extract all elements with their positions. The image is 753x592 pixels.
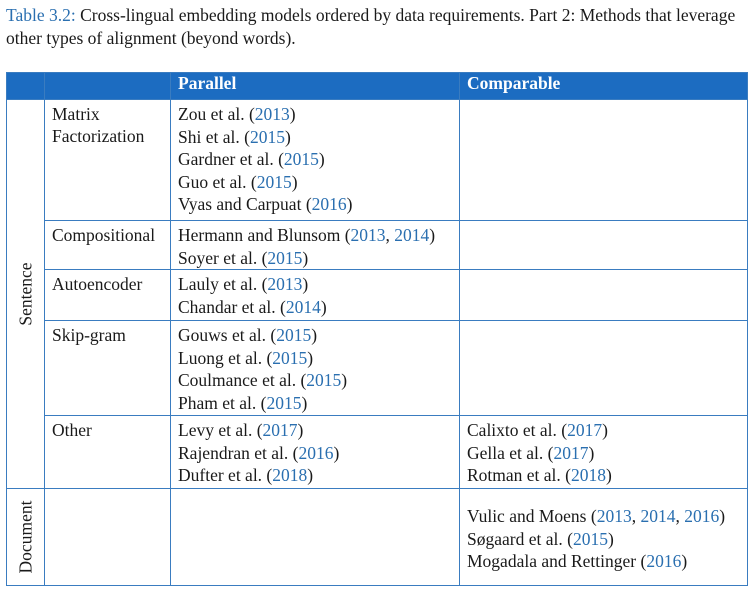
citation: Mogadala and Rettinger (2016) (467, 551, 688, 571)
comparable-refs (460, 270, 748, 321)
citation-year-link[interactable]: 2013 (350, 225, 386, 245)
citation: Vyas and Carpuat (2016) (178, 194, 353, 214)
citation-year-link[interactable]: 2015 (306, 370, 342, 390)
header-empty-1 (7, 73, 45, 100)
citation-year-link[interactable]: 2016 (646, 551, 682, 571)
citation: Soyer et al. (2015) (178, 247, 309, 268)
citation-year-link[interactable]: 2015 (272, 347, 308, 368)
embedding-models-table (6, 72, 748, 586)
citation: Coulmance et al. (2015) (178, 370, 348, 390)
citation: Hermann and Blunsom (2013, 2014) (178, 225, 436, 245)
citation-year-link[interactable]: 2014 (394, 225, 430, 245)
comparable-refs (460, 489, 748, 586)
citation: Shi et al. (2015) (178, 126, 291, 147)
comparable-refs (460, 100, 748, 221)
citation: Calixto et al. (2017) (467, 420, 608, 440)
citation: Søgaard et al. (2015) (467, 528, 614, 549)
citation: Vulic and Moens (2013, 2014, 2016) (467, 506, 726, 526)
citation: Guo et al. (2015) (178, 171, 298, 192)
method-cell: Other (45, 416, 171, 489)
citation-year-link[interactable]: 2015 (572, 528, 608, 549)
parallel-refs (171, 489, 460, 586)
parallel-refs (171, 100, 460, 221)
citation: Chandar et al. (2014) (178, 296, 327, 317)
citation: Gella et al. (2017) (467, 442, 595, 463)
header-parallel: Parallel (171, 73, 460, 100)
caption-label: Table 3.2: (6, 5, 76, 25)
header-empty-2 (45, 73, 171, 100)
parallel-refs (171, 270, 460, 321)
citation-year-link[interactable]: 2016 (684, 506, 720, 526)
citation-year-link[interactable]: 2018 (571, 465, 607, 485)
citation: Lauly et al. (2013) (178, 274, 309, 294)
citation-year-link[interactable]: 2014 (640, 506, 676, 526)
method-cell: Matrix Factorization (45, 100, 171, 221)
method-cell (45, 489, 171, 586)
citation-year-link[interactable]: 2017 (553, 442, 589, 463)
citation-year-link[interactable]: 2015 (283, 149, 319, 169)
table-row (7, 270, 748, 321)
group-document-label: Document (15, 500, 35, 574)
citation-year-link[interactable]: 2013 (267, 274, 303, 294)
citation-year-link[interactable]: 2015 (266, 392, 302, 413)
group-sentence-label: Sentence (15, 262, 35, 326)
group-sentence-cell (7, 100, 45, 489)
citation: Zou et al. (2013) (178, 104, 296, 124)
citation: Levy et al. (2017) (178, 420, 304, 440)
table-row (7, 416, 748, 489)
citation-year-link[interactable]: 2015 (267, 247, 303, 268)
citation: Rajendran et al. (2016) (178, 442, 340, 463)
table-row (7, 489, 748, 586)
citation: Gardner et al. (2015) (178, 149, 325, 169)
parallel-refs (171, 416, 460, 489)
citation-year-link[interactable]: 2015 (249, 126, 285, 147)
method-cell: Autoencoder (45, 270, 171, 321)
table-row (7, 100, 748, 221)
citation-year-link[interactable]: 2016 (311, 194, 347, 214)
citation-year-link[interactable]: 2013 (596, 506, 632, 526)
citation: Gouws et al. (2015) (178, 325, 318, 345)
method-cell: Skip-gram (45, 321, 171, 416)
group-document-cell (7, 489, 45, 586)
header-row (7, 73, 748, 100)
comparable-refs (460, 416, 748, 489)
parallel-refs (171, 321, 460, 416)
citation: Luong et al. (2015) (178, 347, 314, 368)
table-row (7, 321, 748, 416)
table-caption (6, 4, 746, 50)
citation-year-link[interactable]: 2017 (262, 420, 298, 440)
caption-text: Cross-lingual embedding models ordered by data requirements. Part 2: Methods that leverage other types of alignment (beyond words). (6, 5, 736, 48)
citation-year-link[interactable]: 2017 (567, 420, 603, 440)
method-cell: Compositional (45, 221, 171, 270)
citation-year-link[interactable]: 2015 (276, 325, 312, 345)
citation-year-link[interactable]: 2016 (298, 442, 334, 463)
parallel-refs (171, 221, 460, 270)
citation: Dufter et al. (2018) (178, 465, 314, 485)
citation-year-link[interactable]: 2018 (272, 465, 308, 485)
comparable-refs (460, 321, 748, 416)
citation: Pham et al. (2015) (178, 392, 308, 413)
citation-year-link[interactable]: 2013 (254, 104, 290, 124)
table-row (7, 221, 748, 270)
citation-year-link[interactable]: 2015 (256, 171, 292, 192)
header-comparable: Comparable (460, 73, 748, 100)
citation: Rotman et al. (2018) (467, 465, 612, 485)
comparable-refs (460, 221, 748, 270)
citation-year-link[interactable]: 2014 (285, 296, 321, 317)
